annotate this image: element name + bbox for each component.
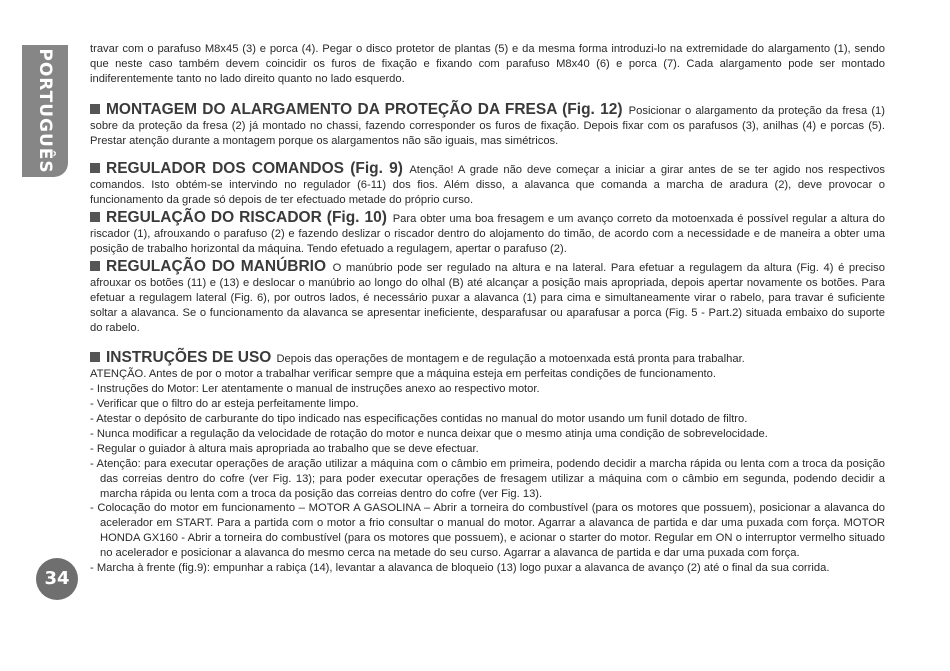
- list-item: - Nunca modificar a regulação da velocidade de rotação do motor e nunca deixar que o mesmo atinja uma condição de sobrevelocidade.: [90, 427, 768, 440]
- intro-paragraph: travar com o parafuso M8x45 (3) e porca (4). Pegar o disco protetor de plantas (5) e da mesma forma introduzi-lo na extremidade do alargamento (1), sendo que neste caso também devem coincidir os furos de fixação e fixando com parafuso M8x40 (6) e porca (7). Cada alargamento pode ser montado indiferentemente tanto no lado direito quanto no lado esquerdo.: [90, 43, 885, 85]
- square-bullet-icon: [90, 163, 100, 173]
- square-bullet-icon: [90, 352, 100, 362]
- section-text: Depois das operações de montagem e de regulação a motoenxada está pronta para trabalhar.: [276, 353, 745, 366]
- document-body: [90, 42, 885, 576]
- section-heading: REGULAÇÃO DO RISCADOR (Fig. 10): [106, 209, 387, 227]
- language-tab-label: PORTUGUÊS: [35, 48, 55, 174]
- square-bullet-icon: [90, 261, 100, 271]
- section-alargamento: [90, 100, 885, 149]
- section-heading: REGULADOR DOS COMANDOS (Fig. 9): [106, 160, 403, 178]
- instructions-list: [90, 382, 885, 576]
- section-regulador: [90, 162, 885, 208]
- section-heading: MONTAGEM DO ALARGAMENTO DA PROTEÇÃO DA FRESA (Fig. 12): [106, 100, 623, 118]
- square-bullet-icon: [90, 212, 100, 222]
- list-item: - Instruções do Motor: Ler atentamente o manual de instruções anexo ao respectivo motor.: [90, 383, 540, 396]
- language-tab: [22, 45, 68, 177]
- list-item: - Atenção: para executar operações de aração utilizar a máquina com o câmbio em primeira, podendo decidir a marcha rápida ou lenta com a troca da posição das correias dentro do cofre (ver Fig. 13); para poder executar operações de fresagem utilizar a máquina com o câmbio em segunda, podendo decidir a marcha rápida ou lenta com a troca da posição das correias dentro do cofre (ver Fig. 13).: [90, 457, 885, 500]
- section-text: Para obter uma boa fresagem e um avanço correto da motoenxada é possível regular a altura do riscador (1), afrouxando o parafuso (2) e fazendo deslizar o riscador dentro do alojamento do timão, de acordo com a necessidade e de maneira a obter uma posição de trabalho horizontal da máquina. Tendo efetuado a regulagem, apertar o parafuso (2).: [90, 213, 885, 255]
- section-text: Posicionar o alargamento da proteção da fresa (1) sobre da proteção da fresa (2) já montado no chassi, fazendo corresponder os furos de fixação. Depois fixar com os parafusos (3), anilhas (4) e porcas (5). Prestar atenção durante a montagem porque os alargamentos não são iguais, mas simétricos.: [90, 104, 885, 147]
- section-riscador: [90, 211, 885, 257]
- list-item: - Colocação do motor em funcionamento – MOTOR A GASOLINA – Abrir a torneira do combustível (para os motores que possuem), posicionar a alavanca do acelerador em START. Para a partida com o motor a frio consultar o manual do motor. Agarrar a alavanca de partida e dar uma puxada com força. MOTOR HONDA GX160 - Abrir a torneira do combustível (para os motores que possuem), e acionar o starter do motor. Regular em ON o interruptor vermelho situado no acelerador e posicionar a alavanca do mesmo cerca na metade do seu curso. Agarrar a alavanca de partida e dar uma puxada com força.: [90, 502, 885, 560]
- attention-line: ATENÇÃO. Antes de por o motor a trabalhar verificar sempre que a máquina esteja em perfeitas condições de funcionamento.: [90, 368, 716, 381]
- section-text: Atenção! A grade não deve começar a iniciar a girar antes de se ter agido nos respectivos comandos. Isto obtém-se intervindo no regulador (6-11) dos fios. Além disso, a alavanca que comanda a marcha de aradura (2), deve provocar o funcionamento da grade só depois de ter efectuado metade do próprio curso.: [90, 164, 885, 207]
- list-item: - Marcha à frente (fig.9): empunhar a rabiça (14), levantar a alavanca de bloqueio (13) logo puxar a alavanca de avanço (2) até o final da sua corrida.: [90, 562, 830, 575]
- square-bullet-icon: [90, 104, 100, 114]
- list-item: - Verificar que o filtro do ar esteja perfeitamente limpo.: [90, 398, 359, 411]
- section-heading: REGULAÇÃO DO MANÚBRIO: [106, 257, 327, 275]
- section-heading: INSTRUÇÕES DE USO: [106, 349, 272, 367]
- section-manubrio: [90, 257, 885, 336]
- list-item: - Atestar o depósito de carburante do tipo indicado nas especificações contidas no manual do motor usando um funil dotado de filtro.: [90, 413, 748, 426]
- list-item: - Regular o guiador à altura mais apropriada ao trabalho que se deve efectuar.: [90, 442, 479, 455]
- page-number: 34: [36, 558, 78, 600]
- section-text: O manúbrio pode ser regulado na altura e na lateral. Para efetuar a regulagem da altura (Fig. 4) é preciso afrouxar os botões (11) e (13) e deslocar o manúbrio ao longo do olhal (B) até alcançar a posição mais apropriada, depois apertar novamente os botões. Para efetuar a regulagem lateral (Fig. 6), por outros lados, é necessário puxar a alavanca (1) para cima e simultaneamente virar o rabelo, para travar é suficiente soltar a alavanca. Se o funcionamento da alavanca se apresentar ineficiente, desparafusar ou aparafusar a porca (Fig. 5 - Part.2) situada embaixo do suporte do rabelo.: [90, 261, 885, 334]
- section-instrucoes: [90, 351, 885, 367]
